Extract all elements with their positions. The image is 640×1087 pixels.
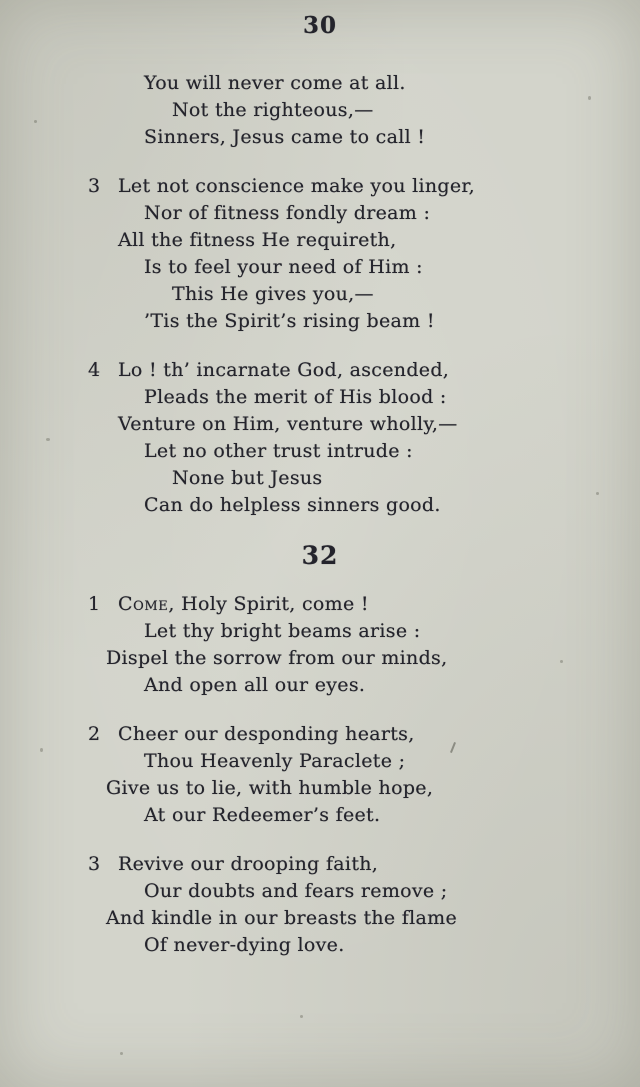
verse-line: And open all our eyes. [144,674,366,696]
page-number: 30 [302,12,337,39]
verse-line: Thou Heavenly Paraclete ; [144,750,406,772]
paper-speckle [34,120,37,123]
verse-line: Revive our drooping faith, [118,853,379,875]
verse-number: 3 [88,175,101,197]
verse-line: You will never come at all. [144,72,406,94]
verse-line: Dispel the sorrow from our minds, [106,647,448,669]
verse-line: Not the righteous,— [172,99,374,121]
paper-speckle [40,748,43,752]
verse-line: Pleads the merit of His blood : [144,386,447,408]
verse [88,591,600,699]
paper-speckle [560,660,563,663]
verse-line: This He gives you,— [172,283,374,305]
verse-line: Let thy bright beams arise : [144,620,421,642]
verse-line: Can do helpless sinners good. [144,494,441,516]
verse-line: Let no other trust intrude : [144,440,413,462]
verse [88,173,600,335]
verse-line: Nor of fitness fondly dream : [144,202,431,224]
paper-speckle [46,438,50,441]
paper-speckle [120,1052,123,1055]
verse-line: Cheer our desponding hearts, [118,723,415,745]
paper-speckle [300,1015,303,1018]
verse-line: Our doubts and fears remove ; [144,880,448,902]
verse-line: Is to feel your need of Him : [144,256,423,278]
verse-line [118,591,600,618]
hymn-number-heading: 32 [301,541,339,570]
smallcaps-lead: Come [118,593,169,615]
verse-number: 4 [88,359,101,381]
paper-speckle [588,96,591,100]
verse [88,721,600,829]
verse-line: None but Jesus [172,467,323,489]
verse-line: And kindle in our breasts the flame [106,907,458,929]
line-rest: , Holy Spirit, come ! [168,593,369,615]
verse-line: Sinners, Jesus came to call ! [144,126,426,148]
verse-number: 2 [88,723,101,745]
verse-number: 3 [88,853,101,875]
verse [88,357,600,519]
verse-number: 1 [88,593,101,615]
verse-line: All the fitness He requireth, [118,229,397,251]
verse-line: Give us to lie, with humble hope, [106,777,434,799]
page-content [0,70,640,959]
verse-line: At our Redeemer’s feet. [144,804,381,826]
verse-line: Of never-dying love. [144,934,345,956]
verse-line: Let not conscience make you linger, [118,175,475,197]
verse-line: ’Tis the Spirit’s rising beam ! [144,310,435,332]
verse [88,851,600,959]
verse-line: Lo ! th’ incarnate God, ascended, [118,359,450,381]
verse-line: Venture on Him, venture wholly,— [118,413,458,435]
paper-speckle [596,492,599,495]
verse [88,70,600,151]
